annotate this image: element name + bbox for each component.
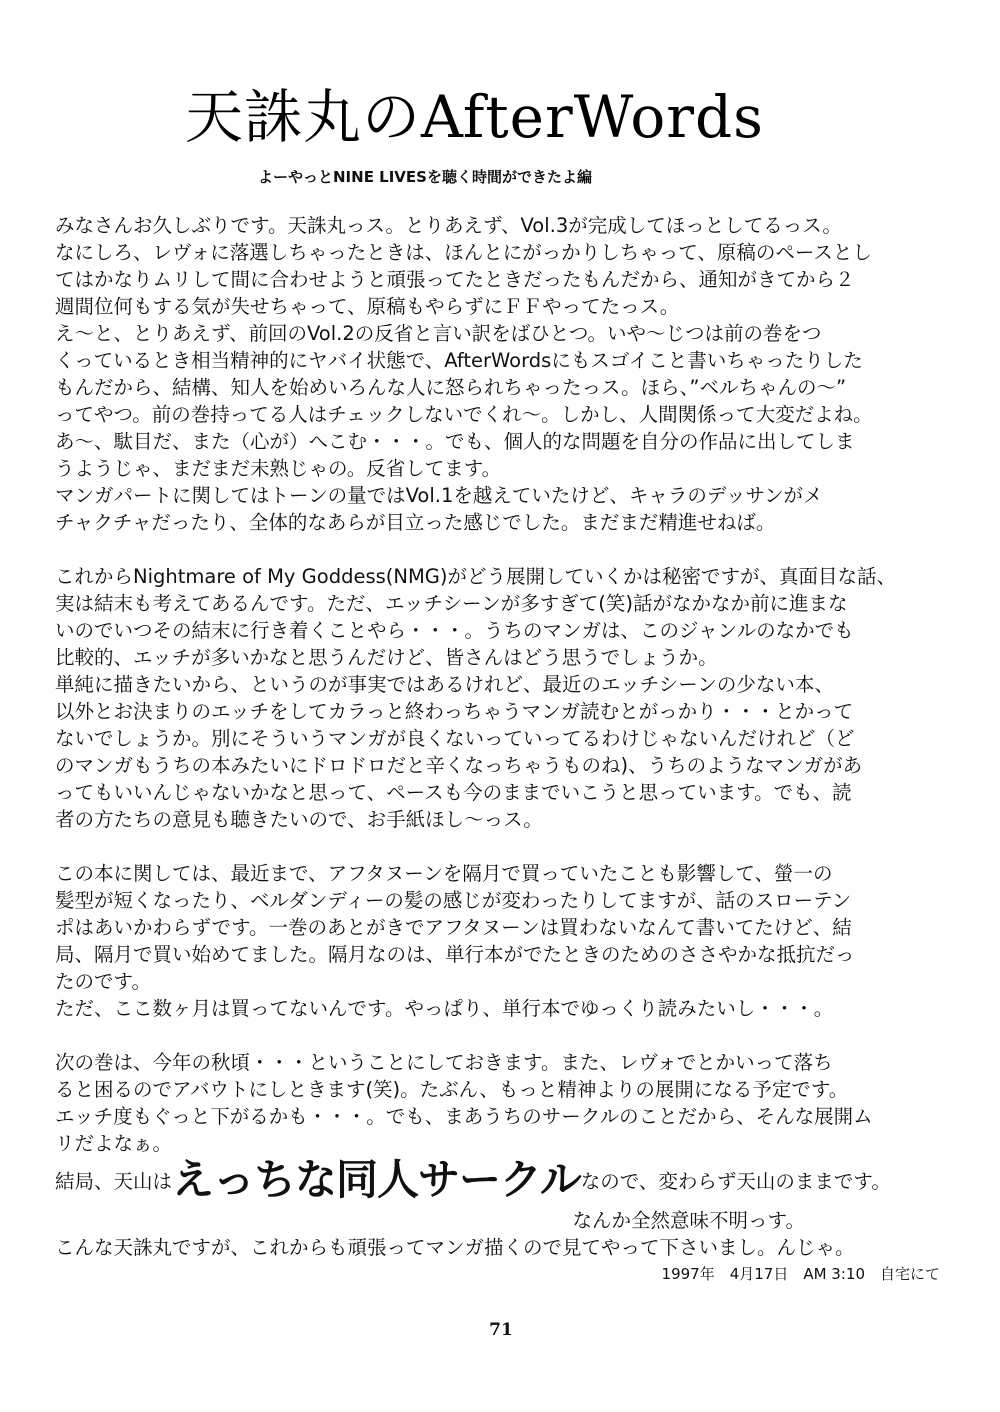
paragraph-vol2-reflection [55, 320, 950, 482]
paragraph-gap [55, 833, 950, 860]
text-line: ると困るのでアバウトにしときます(笑)。たぶん、もっと精神よりの展開になる予定です。 [55, 1078, 849, 1101]
text-line: 次の巻は、今年の秋頃・・・ということにしておきます。また、レヴォでとかいって落ち [55, 1051, 833, 1074]
paragraph-manga-part [55, 482, 950, 536]
text-line: みなさんお久しぶりです。天誅丸っス。とりあえず、Vol.3が完成してほっとしてるっス。 [55, 214, 842, 237]
text-line: 単純に描きたいから、というのが事実ではあるけれど、最近のエッチシーンの少ない本、 [55, 673, 834, 696]
text-line: マンガパートに関してはトーンの量ではVol.1を越えていたけど、キャラのデッサンがメ [55, 484, 823, 507]
page-subtitle: よーやっとNINE LIVESを聴く時間ができたよ編 [258, 168, 592, 186]
text-line: てはかなりムリして間に合わせようと頑張ってたときだったもんだから、通知がきてから２ [55, 268, 855, 291]
text-line: くっているとき相当精神的にヤバイ状態で、AfterWordsにもスゴイこと書いちゃったりした [55, 349, 863, 372]
paragraph-ecchi-scenes [55, 671, 950, 833]
text-line: もんだから、結構、知人を始めいろんな人に怒られちゃったっス。ほら、”ベルちゃんの～” [55, 376, 847, 399]
text-line: チャクチャだったり、全体的なあらが目立った感じでした。まだまだ精進せねば。 [55, 511, 776, 534]
text-line: ってやつ。前の巻持ってる人はチェックしないでくれ～。しかし、人間関係って大変だよね。 [55, 403, 873, 426]
text-line: 以外とお決まりのエッチをしてカラっと終わっちゃうマンガ読むとがっかり・・・とかって [55, 700, 854, 723]
closing-final: こんな天誅丸ですが、これからも頑張ってマンガ描くので見てやって下さいまし。んじゃ。 [55, 1236, 855, 1259]
date-line: 1997年 4月17日 AM 3:10 自宅にて [661, 1265, 940, 1283]
text-line: ただ、ここ数ヶ月は買ってないんです。やっぱり、単行本でゆっくり読みたいし・・・。 [55, 997, 834, 1020]
text-line: リだよなぁ。 [55, 1132, 173, 1155]
text-line: ポはあいかわらずです。一巻のあとがきでアフタヌーンは買わないなんて書いてたけど、結 [55, 916, 852, 939]
text-line: うようじゃ、まだまだ未熟じゃの。反省してます。 [55, 457, 502, 480]
paragraph-afternoon [55, 860, 950, 995]
paragraph-closing [55, 1157, 950, 1287]
paragraph-recent-months [55, 995, 950, 1022]
text-line: え～と、とりあえず、前回のVol.2の反省と言い訳をばひとつ。いや～じつは前の巻をつ [55, 322, 822, 345]
text-line: これからNightmare of My Goddess(NMG)がどう展開していくかは秘密ですが、真面目な話、 [55, 565, 897, 588]
text-line: ってもいいんじゃないかなと思って、ペースも今のままでいこうと思っています。でも、読 [55, 781, 852, 804]
paragraph-nmg [55, 563, 950, 671]
text-line: ないでしょうか。別にそういうマンガが良くないっていってるわけじゃないんだけれど（ど [55, 727, 855, 750]
text-line: エッチ度もぐっと下がるかも・・・。でも、まあうちのサークルのことだから、そんな展開ム [55, 1105, 873, 1128]
page-title: 天誅丸のAfterWords [185, 83, 764, 151]
closing-emphasis: えっちな同人サークル [172, 1155, 581, 1204]
closing-line [55, 1157, 950, 1207]
paragraph-gap [55, 536, 950, 563]
text-line: あ～、駄目だ、また（心が）へこむ・・・。でも、個人的な問題を自分の作品に出してしま [55, 430, 855, 453]
paragraph-intro [55, 212, 950, 320]
page-number: 71 [489, 1320, 513, 1340]
text-line: なにしろ、レヴォに落選しちゃったときは、ほんとにがっかりしちゃって、原稿のペースとし [55, 241, 872, 264]
paragraph-gap [55, 1022, 950, 1049]
paragraph-next-volume [55, 1049, 950, 1157]
closing-pre: 結局、天山は [55, 1170, 173, 1193]
text-line: 髪型が短くなったり、ベルダンディーの髪の感じが変わったりしてますが、話のスローテン [55, 889, 852, 912]
text-line: 者の方たちの意見も聴きたいので、お手紙ほし～っス。 [55, 808, 543, 831]
text-line: いのでいつその結末に行き着くことやら・・・。うちのマンガは、このジャンルのなかでも [55, 619, 854, 642]
text-line: のマンガもうちの本みたいにドロドロだと辛くなっちゃうものね)、うちのようなマンガがあ [55, 754, 863, 777]
text-line: この本に関しては、最近まで、アフタヌーンを隔月で買っていたことも影響して、螢一の [55, 862, 833, 885]
closing-post: なので、変わらず天山のままです。 [580, 1170, 891, 1193]
text-line: 比較的、エッチが多いかなと思うんだけど、皆さんはどう思うでしょうか。 [55, 646, 718, 669]
text-line: 局、隔月で買い始めてました。隔月なのは、単行本がでたときのためのささやかな抵抗だっ [55, 943, 855, 966]
text-line: 週間位何もする気が失せちゃって、原稿もやらずにＦＦやってたっス。 [55, 295, 680, 318]
text-line: たのです。 [55, 970, 151, 993]
text-line: 実は結末も考えてあるんです。ただ、エッチシーンが多すぎて(笑)話がなかなか前に進まな [55, 592, 848, 615]
closing-aside: なんか全然意味不明っす。 [572, 1209, 805, 1232]
afterwords-body [55, 212, 950, 1287]
